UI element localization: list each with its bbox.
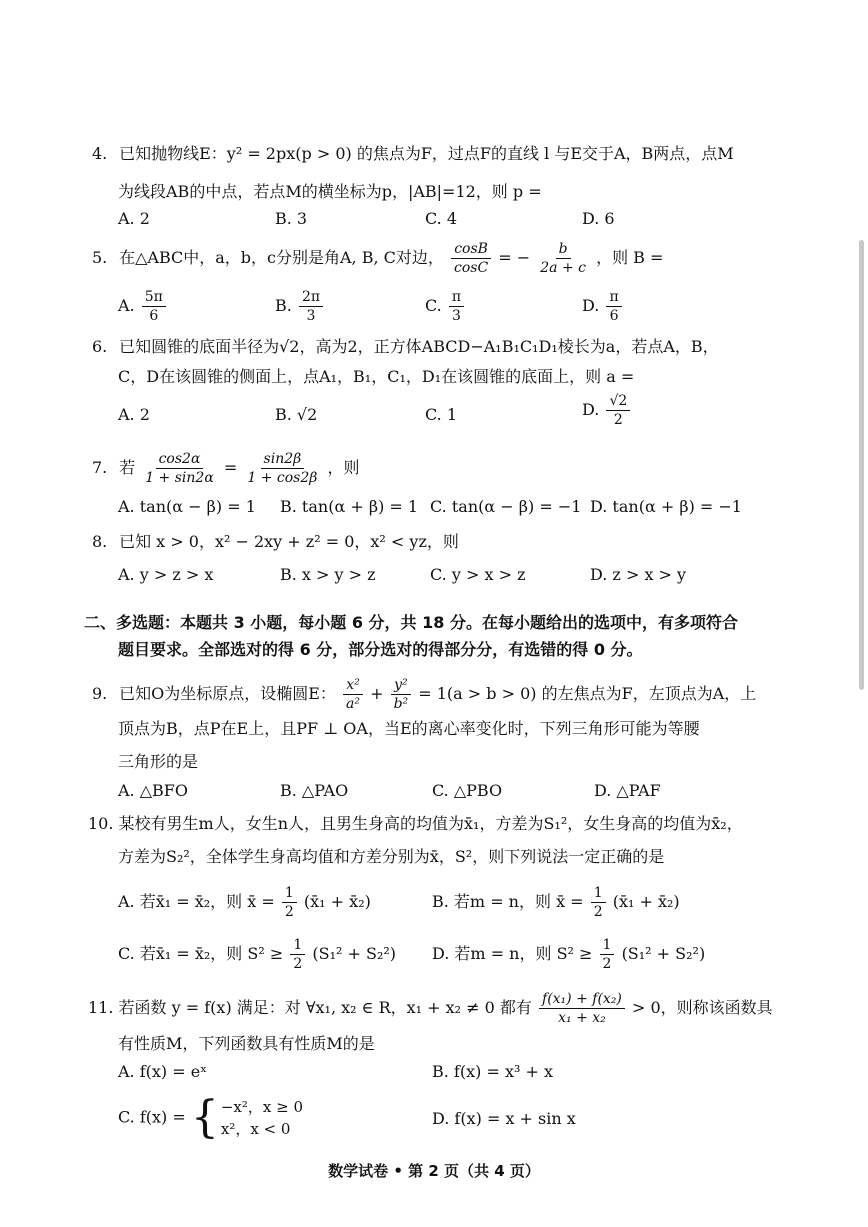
q10-option-b-half-num: 1: [591, 884, 606, 903]
q10-option-a-half-den: 2: [284, 904, 294, 920]
q10-option-c-post: (S₁² + S₂²): [312, 944, 397, 963]
q9-frac2-num: y²: [391, 676, 411, 695]
q10-option-d-half-num: 1: [600, 936, 615, 955]
q5-equals: = −: [498, 248, 531, 267]
q8-option-a: A. y > z > x: [118, 565, 214, 584]
q7-frac1-num: cos2α: [156, 450, 204, 469]
q7-stem-pre: 若: [119, 458, 136, 477]
q10-option-a-pre: A. 若x̄₁ = x̄₂，则 x̄ =: [118, 892, 275, 911]
q11-option-a: A. f(x) = eˣ: [118, 1062, 207, 1081]
q10-option-a-half: [282, 884, 297, 921]
q4-stem-1: 已知抛物线E：y² = 2px(p > 0) 的焦点为F，过点F的直线 l 与E交于A，B两点，点M: [119, 144, 734, 163]
q4-number: 4.: [92, 144, 108, 163]
q5-option-a: [118, 288, 168, 325]
q10-line1: [88, 812, 743, 836]
q4-option-b: B. 3: [275, 209, 308, 228]
q5-line1: [92, 240, 663, 277]
q7-option-d: D. tan(α + β) = −1: [590, 497, 742, 516]
q7-option-c: C. tan(α − β) = −1: [430, 497, 582, 516]
q11-fraction: [539, 990, 625, 1027]
q5-option-a-frac: [142, 288, 166, 325]
q5-option-d-frac: [606, 288, 621, 325]
q7-frac2-num: sin2β: [261, 450, 305, 469]
q10-option-d-half-den: 2: [602, 956, 612, 972]
q6-option-d-num: √2: [606, 392, 630, 411]
q5-stem-pre: 在△ABC中，a，b，c分别是角A, B, C对边，: [119, 248, 444, 267]
page-footer: 数学试卷 • 第 2 页（共 4 页）: [328, 1162, 540, 1180]
q10-option-c-pre: C. 若x̄₁ = x̄₂，则 S² ≥: [118, 944, 284, 963]
q5-option-c-label: C.: [425, 296, 442, 315]
q10-option-b-post: (x̄₁ + x̄₂): [612, 892, 680, 911]
q9-stem-2: 顶点为B，点P在E上，且PF ⊥ OA，当E的离心率变化时，下列三角形可能为等腰: [118, 719, 700, 738]
q7-frac1-den: 1 + sin2α: [145, 470, 214, 486]
q4-line1: [92, 142, 734, 166]
q6-option-d-label: D.: [582, 400, 600, 419]
q11-option-c-case2: x²，x < 0: [220, 1120, 291, 1138]
q11-frac-num: f(x₁) + f(x₂): [539, 990, 625, 1009]
q11-option-c: [118, 1092, 304, 1143]
q8-option-d: D. z > x > y: [590, 565, 687, 584]
q8-option-c: C. y > x > z: [430, 565, 526, 584]
q7-frac2-den: 1 + cos2β: [247, 470, 318, 486]
q9-fraction-y: [391, 676, 412, 713]
q10-option-c-half: [290, 936, 305, 973]
q5-frac1-num: cosB: [451, 240, 491, 259]
q6-number: 6.: [92, 337, 108, 356]
q6-option-c: C. 1: [425, 405, 458, 424]
q11-option-c-cases: [221, 1096, 303, 1140]
q9-frac1-num: x²: [343, 676, 363, 695]
q9-option-d: D. △PAF: [594, 781, 661, 800]
q5-option-c-num: π: [449, 288, 464, 307]
q9-option-a: A. △BFO: [118, 781, 189, 800]
q11-option-c-pre: C. f(x) =: [118, 1107, 186, 1127]
q9-fraction-x: [343, 676, 363, 713]
q9-line1: [92, 676, 756, 713]
q5-option-b-den: 3: [306, 308, 316, 324]
q7-fraction-beta: [244, 450, 320, 487]
section2-heading-2: 题目要求。全部选对的得 6 分，部分选对的得部分分，有选错的得 0 分。: [118, 640, 643, 659]
q10-option-d-post: (S₁² + S₂²): [621, 944, 706, 963]
q4-stem-2: 为线段AB的中点，若点M的横坐标为p，|AB|=12，则 p =: [118, 182, 542, 201]
q6-option-b: B. √2: [275, 405, 318, 424]
q5-option-b-label: B.: [275, 296, 292, 315]
q5-option-a-label: A.: [118, 296, 135, 315]
q7-option-a: A. tan(α − β) = 1: [118, 497, 256, 516]
q5-option-d-num: π: [606, 288, 621, 307]
q7-line1: [92, 450, 359, 487]
q9-stem-pre: 已知O为坐标原点，设椭圆E：: [119, 684, 336, 703]
q10-stem-2: 方差为S₂²，全体学生身高均值和方差分别为x̄，S²，则下列说法一定正确的是: [118, 847, 665, 866]
q5-option-d-den: 6: [609, 308, 619, 324]
q7-fraction-alpha: [142, 450, 217, 487]
q5-option-a-den: 6: [149, 308, 159, 324]
q5-option-a-num: 5π: [142, 288, 166, 307]
q11-stem-2: 有性质M，下列函数具有性质M的是: [118, 1034, 375, 1053]
q7-equals: =: [223, 458, 238, 477]
q8-number: 8.: [92, 532, 108, 551]
q5-fraction-cos: [451, 240, 491, 277]
q11-option-b: B. f(x) = x³ + x: [432, 1062, 553, 1081]
q6-option-d: [582, 392, 632, 429]
q9-stem-3: 三角形的是: [118, 752, 199, 771]
q7-number: 7.: [92, 458, 108, 477]
q5-option-b-num: 2π: [299, 288, 323, 307]
q4-option-d: D. 6: [582, 209, 615, 228]
q5-frac1-den: cosC: [454, 260, 489, 276]
q8-option-b: B. x > y > z: [280, 565, 376, 584]
q8-line1: [92, 530, 459, 554]
q9-number: 9.: [92, 684, 108, 703]
q10-option-b-pre: B. 若m = n，则 x̄ =: [432, 892, 584, 911]
q7-stem-post: ，则: [327, 458, 360, 477]
q10-option-d-half: [600, 936, 615, 973]
q10-option-c-half-den: 2: [293, 956, 303, 972]
q5-option-d-label: D.: [582, 296, 600, 315]
q9-option-c: C. △PBO: [432, 781, 503, 800]
q5-option-b: [275, 288, 325, 325]
q9-stem-post: = 1(a > b > 0) 的左焦点为F，左顶点为A，上: [418, 684, 757, 703]
q6-stem-1: 已知圆锥的底面半径为√2，高为2，正方体ABCD−A₁B₁C₁D₁棱长为a，若点A，B，: [119, 337, 719, 356]
q11-option-d: D. f(x) = x + sin x: [432, 1109, 576, 1128]
q11-option-c-piecewise: [190, 1092, 304, 1143]
q10-option-a: [118, 884, 371, 921]
q6-stem-2: C，D在该圆锥的侧面上，点A₁，B₁，C₁，D₁在该圆锥的底面上，则 a =: [118, 367, 635, 386]
q5-frac2-num: b: [556, 240, 571, 259]
q5-option-c-frac: [449, 288, 464, 325]
q6-line1: [92, 335, 719, 359]
section2-heading-1: 二、多选题：本题共 3 小题，每小题 6 分，共 18 分。在每小题给出的选项中，有多项符合: [84, 613, 738, 632]
q9-frac2-den: b²: [393, 696, 409, 712]
q5-option-c-den: 3: [452, 308, 461, 324]
q10-option-b: [432, 884, 680, 921]
q5-option-c: [425, 288, 466, 325]
q11-frac-den: x₁ + x₂: [558, 1010, 606, 1026]
q11-option-c-case1: −x²，x ≥ 0: [220, 1098, 304, 1116]
q10-option-c: [118, 936, 396, 973]
q10-option-b-half-den: 2: [593, 904, 603, 920]
q7-option-b: B. tan(α + β) = 1: [280, 497, 419, 516]
q11-stem-post: > 0，则称该函数具: [631, 998, 773, 1017]
q5-stem-post: ，则 B =: [596, 248, 664, 267]
left-brace-icon: {: [190, 1092, 219, 1143]
q9-option-b: B. △PAO: [280, 781, 349, 800]
q9-frac1-den: a²: [346, 696, 360, 712]
q10-option-a-post: (x̄₁ + x̄₂): [303, 892, 371, 911]
q11-number: 11.: [88, 998, 114, 1017]
vertical-scrollbar[interactable]: [859, 240, 864, 690]
q6-option-d-frac: [606, 392, 630, 429]
q10-number: 10.: [88, 814, 114, 833]
q10-stem-1: 某校有男生m人，女生n人，且男生身高的均值为x̄₁，方差为S₁²，女生身高的均值为x̄₂，: [118, 814, 743, 833]
q11-line1: [88, 990, 773, 1027]
q5-number: 5.: [92, 248, 108, 267]
q5-option-b-frac: [299, 288, 323, 325]
q9-plus: +: [370, 684, 384, 703]
q10-option-d: [432, 936, 705, 973]
q10-option-d-pre: D. 若m = n，则 S² ≥: [432, 944, 593, 963]
q4-option-a: A. 2: [118, 209, 150, 228]
q4-option-c: C. 4: [425, 209, 458, 228]
q5-frac2-den: 2a + c: [540, 260, 586, 276]
q10-option-c-half-num: 1: [290, 936, 305, 955]
q5-option-d: [582, 288, 624, 325]
q8-stem: 已知 x > 0，x² − 2xy + z² = 0，x² < yz，则: [119, 532, 459, 551]
q5-fraction-b: [537, 240, 589, 277]
q6-option-d-den: 2: [613, 412, 623, 428]
q10-option-b-half: [591, 884, 606, 921]
q11-stem-pre: 若函数 y = f(x) 满足：对 ∀x₁, x₂ ∈ R，x₁ + x₂ ≠ 0 都有: [118, 998, 532, 1017]
q6-option-a: A. 2: [118, 405, 150, 424]
q10-option-a-half-num: 1: [282, 884, 297, 903]
